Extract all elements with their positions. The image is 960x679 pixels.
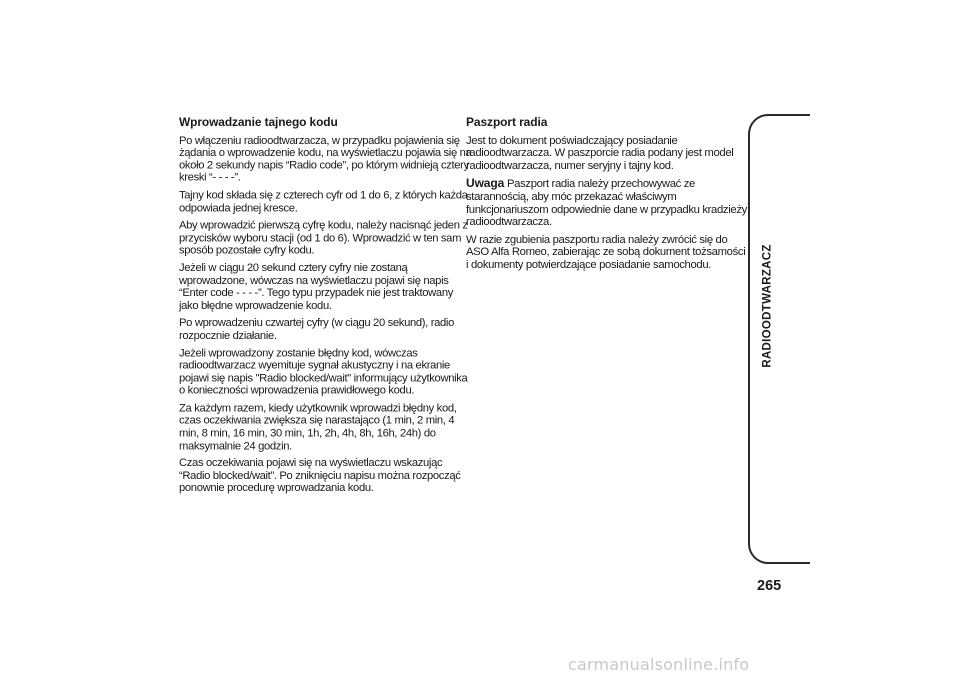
watermark: carmanualsonline.info [568, 655, 750, 674]
paragraph: Jeżeli w ciągu 20 sekund cztery cyfry nie zostaną wprowadzone, wówczas na wyświetlaczu pojawi się napis “Enter code - - - -”. Tego typu przypadek nie jest traktowany jako błędne wprowadzenie kodu. [179, 262, 454, 312]
paragraph: Po wprowadzeniu czwartej cyfry (w ciągu 20 sekund), radio rozpocznie działanie. [179, 317, 454, 342]
section-heading-radio-passport: Paszport radia [466, 115, 548, 129]
paragraph: Czas oczekiwania pojawi się na wyświetlaczu wskazując “Radio blocked/wait”. Po zniknięciu napisu można rozpocząć ponownie procedurę wprowadzania kodu. [179, 457, 461, 495]
paragraph: Tajny kod składa się z czterech cyfr od 1 do 6, z których każda odpowiada jednej kresce. [179, 189, 468, 215]
paragraph: W razie zgubienia paszportu radia należy zwrócić się do ASO Alfa Romeo, zabierając ze sobą dokument tożsamości i dokumenty potwierdzające posiadanie samochodu. [466, 233, 746, 271]
section-heading-secret-code: Wprowadzanie tajnego kodu [179, 115, 338, 129]
paragraph: Jeżeli wprowadzony zostanie błędny kod, wówczas radioodtwarzacz wyemituje sygnał akustyczny i na ekranie pojawi się napis "Radio blocked/wait" informujący użytkownika o konieczności wprowadzenia prawidłowego kodu. [179, 347, 468, 397]
section-tab-label: RADIOODTWARZACZ [762, 244, 775, 368]
right-column [466, 116, 748, 277]
page-number: 265 [757, 578, 782, 594]
paragraph: Aby wprowadzić pierwszą cyfrę kodu, należy nacisnąć jeden z przycisków wyboru stacji (od 1 do 6). Wprowadzić w ten sam sposób pozostałe cyfry kodu. [179, 219, 468, 257]
paragraph: Po włączeniu radioodtwarzacza, w przypadku pojawienia się żądania o wprowadzenie kodu, na wyświetlaczu pojawia się na około 2 sekundy napis “Radio code”, po którym widnieją cztery kreski “- - - -”. [179, 134, 472, 185]
section-tab [752, 236, 784, 376]
note-label: Uwaga [466, 176, 505, 191]
left-column [179, 116, 473, 500]
note-paragraph [466, 177, 748, 228]
note-text: Paszport radia należy przechowywać ze starannością, aby móc przekazać właściwym funkcjonariuszom odpowiednie dane w przypadku kradzieży radioodtwarzacza. [466, 178, 747, 229]
paragraph: Jest to dokument poświadczający posiadanie radioodtwarzacza. W paszporcie radia podany jest model radioodtwarzacza, numer seryjny i tajny kod. [466, 134, 734, 172]
paragraph: Za każdym razem, kiedy użytkownik wprowadzi błędny kod, czas oczekiwania zwiększa się narastająco (1 min, 2 min, 4 min, 8 min, 16 min, 30 min, 1h, 2h, 4h, 8h, 16h, 24h) do maksymalnie 24 godzin. [179, 402, 457, 452]
